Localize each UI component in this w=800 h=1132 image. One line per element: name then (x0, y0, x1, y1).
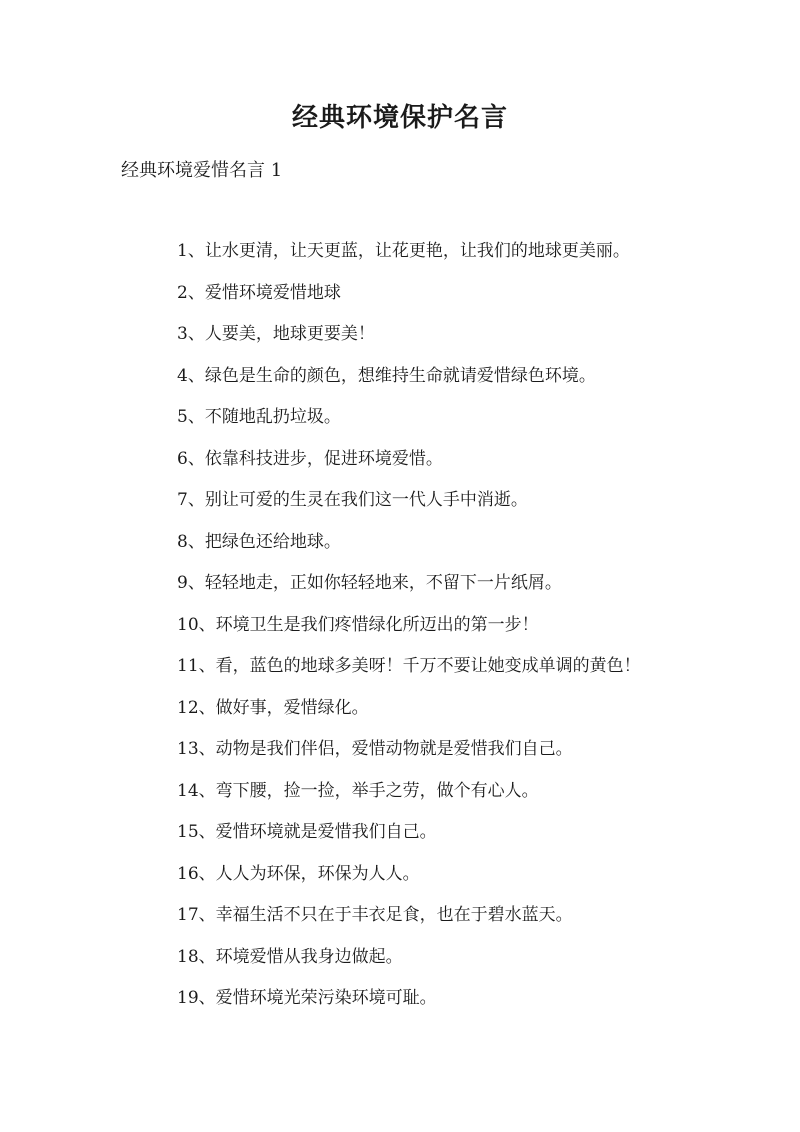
quote-list (177, 236, 641, 1025)
quote-item: 15、爱惜环境就是爱惜我们自己。 (177, 822, 437, 842)
quote-item: 14、弯下腰，捡一捡，举手之劳，做个有心人。 (177, 780, 539, 801)
quote-item: 7、别让可爱的生灵在我们这一代人手中消逝。 (177, 490, 528, 510)
quote-item: 17、幸福生活不只在于丰衣足食，也在于碧水蓝天。 (177, 905, 573, 925)
quote-item: 10、环境卫生是我们疼惜绿化所迈出的第一步！ (177, 614, 539, 635)
quote-item: 16、人人为环保，环保为人人。 (177, 863, 420, 884)
quote-item: 11、看，蓝色的地球多美呀！千万不要让她变成单调的黄色！ (177, 656, 641, 676)
quote-item: 4、绿色是生命的颜色，想维持生命就请爱惜绿色环境。 (177, 365, 596, 386)
quote-item: 8、把绿色还给地球。 (177, 531, 341, 552)
quote-item: 3、人要美，地球更要美！ (177, 324, 375, 344)
quote-item: 18、环境爱惜从我身边做起。 (177, 946, 403, 967)
quote-item: 19、爱惜环境光荣污染环境可耻。 (177, 988, 437, 1008)
quote-item: 1、让水更清，让天更蓝，让花更艳，让我们的地球更美丽。 (177, 241, 630, 261)
quote-item: 12、做好事，爱惜绿化。 (177, 697, 369, 718)
page-title: 经典环境保护名言 (291, 103, 508, 133)
section-subtitle: 经典环境爱惜名言 1 (121, 160, 283, 181)
quote-item: 5、不随地乱扔垃圾。 (177, 407, 341, 427)
quote-item: 9、轻轻地走，正如你轻轻地来，不留下一片纸屑。 (177, 573, 562, 593)
quote-item: 2、爱惜环境爱惜地球 (177, 282, 341, 303)
quote-item: 13、动物是我们伴侣，爱惜动物就是爱惜我们自己。 (177, 739, 573, 759)
quote-item: 6、依靠科技进步，促进环境爱惜。 (177, 448, 443, 469)
